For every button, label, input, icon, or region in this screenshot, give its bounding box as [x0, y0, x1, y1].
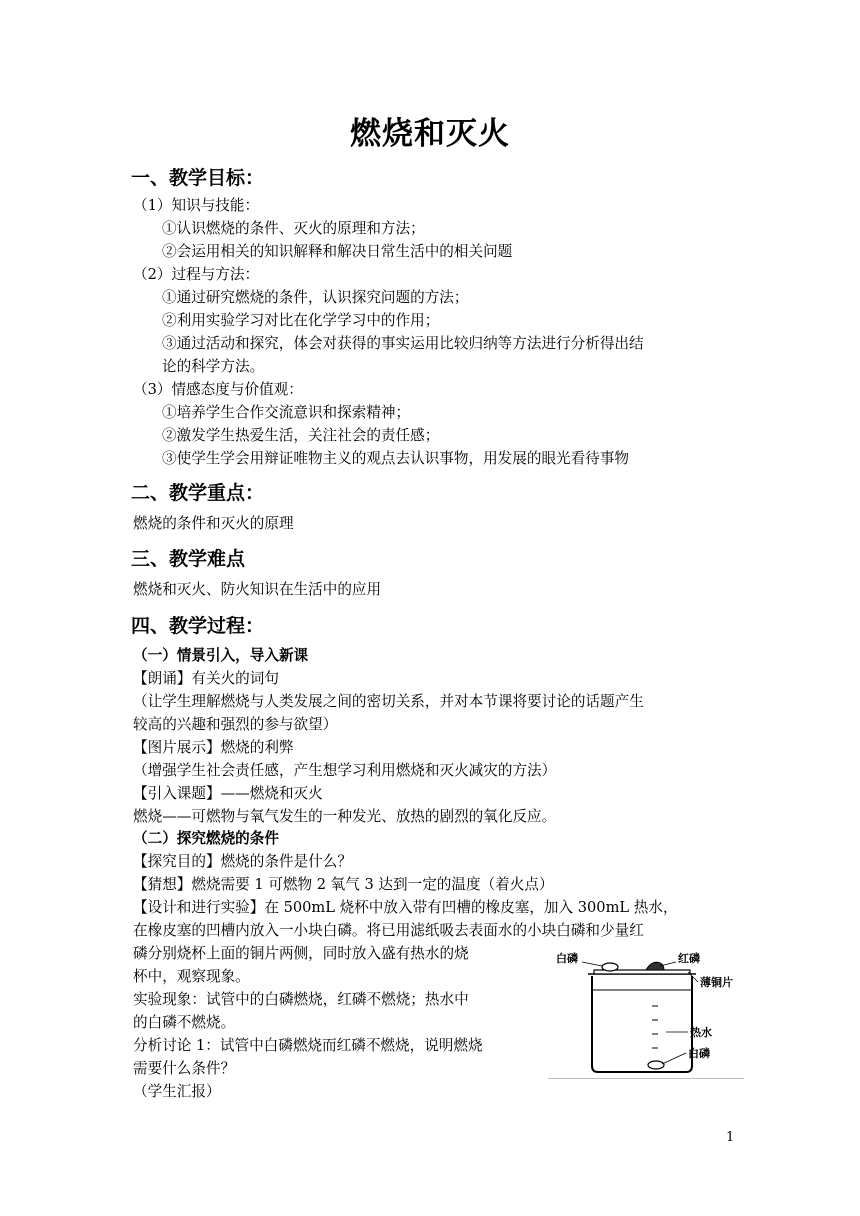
process-line: 【猜想】燃烧需要 1 可燃物 2 氧气 3 达到一定的温度（着火点）: [133, 876, 554, 893]
process-line: 杯中，观察现象。: [133, 968, 250, 985]
goal-item: ①培养学生合作交流意识和探索精神；: [162, 404, 411, 421]
goal-item: ①认识燃烧的条件、灭火的原理和方法；: [162, 220, 425, 237]
goal-item: （3）情感态度与价值观：: [133, 381, 303, 398]
label-white-phosphorus-top: 白磷: [556, 952, 578, 965]
page-number: 1: [726, 1130, 735, 1145]
label-white-phosphorus-bottom: 白磷: [688, 1047, 710, 1060]
process-line: 需要什么条件？: [133, 1060, 236, 1077]
goal-item: ②会运用相关的知识解释和解决日常生活中的相关问题: [162, 243, 513, 260]
process-line: （增强学生社会责任感，产生想学习利用燃烧和灭火减灾的方法）: [133, 762, 557, 779]
goal-item: ②激发学生热爱生活，关注社会的责任感；: [162, 427, 440, 444]
process-line: 较高的兴趣和强烈的参与欲望）: [133, 716, 338, 733]
goal-item: ③通过活动和探究，体会对获得的事实运用比较归纳等方法进行分析得出结: [162, 335, 644, 352]
page-title: 燃烧和灭火: [350, 116, 510, 152]
label-red-phosphorus: 红磷: [678, 952, 700, 965]
process-line: 燃烧——可燃物与氧气发生的一种发光、放热的剧烈的氧化反应。: [133, 808, 557, 825]
section-heading-difficulty: 三、教学难点: [131, 548, 246, 570]
figure-bottom-rule: [548, 1078, 744, 1079]
section-heading-key-point: 二、教学重点：: [131, 482, 265, 504]
subsection-heading: （一）情景引入，导入新课: [133, 647, 309, 664]
label-copper-plate: 薄铜片: [700, 976, 733, 989]
goal-item: （2）过程与方法：: [133, 266, 260, 283]
process-line: 【引入课题】——燃烧和灭火: [133, 785, 323, 802]
process-line: （学生汇报）: [133, 1083, 221, 1100]
key-point-text: 燃烧的条件和灭火的原理: [133, 515, 294, 532]
red-phosphorus: [646, 962, 664, 970]
goal-item: 论的科学方法。: [162, 358, 265, 375]
process-line: （让学生理解燃烧与人类发展之间的密切关系，并对本节课将要讨论的话题产生: [133, 693, 644, 710]
process-line: 【探究目的】燃烧的条件是什么？: [133, 853, 352, 870]
subsection-heading: （二）探究燃烧的条件: [133, 830, 279, 847]
process-line: 在橡皮塞的凹槽内放入一小块白磷。将已用滤纸吸去表面水的小块白磷和少量红: [133, 922, 644, 939]
process-line: 【朗诵】有关火的词句: [133, 670, 279, 687]
process-line: 分析讨论 1：试管中白磷燃烧而红磷不燃烧，说明燃烧: [133, 1037, 483, 1054]
process-line: 磷分别烧杯上面的铜片两侧，同时放入盛有热水的烧: [133, 945, 469, 962]
difficulty-text: 燃烧和灭火、防火知识在生活中的应用: [133, 581, 382, 598]
experiment-diagram: [548, 948, 744, 1080]
process-line: 的白磷不燃烧。: [133, 1014, 236, 1031]
goal-item: （1）知识与技能：: [133, 197, 260, 214]
white-phosphorus-in-water: [648, 1061, 664, 1069]
goal-item: ①通过研究燃烧的条件，认识探究问题的方法；: [162, 289, 469, 306]
process-line: 【设计和进行实验】在 500mL 烧杯中放入带有凹槽的橡皮塞，加入 300mL 热水，: [133, 899, 678, 916]
label-hot-water: 热水: [690, 1026, 712, 1039]
section-heading-goals: 一、教学目标：: [131, 167, 265, 189]
section-heading-process: 四、教学过程：: [131, 615, 265, 637]
white-phosphorus-on-plate: [602, 963, 618, 971]
goal-item: ②利用实验学习对比在化学学习中的作用；: [162, 312, 440, 329]
process-line: 【图片展示】燃烧的利弊: [133, 739, 294, 756]
process-line: 实验现象：试管中的白磷燃烧，红磷不燃烧；热水中: [133, 991, 469, 1008]
goal-item: ③使学生学会用辩证唯物主义的观点去认识事物，用发展的眼光看待事物: [162, 450, 630, 467]
